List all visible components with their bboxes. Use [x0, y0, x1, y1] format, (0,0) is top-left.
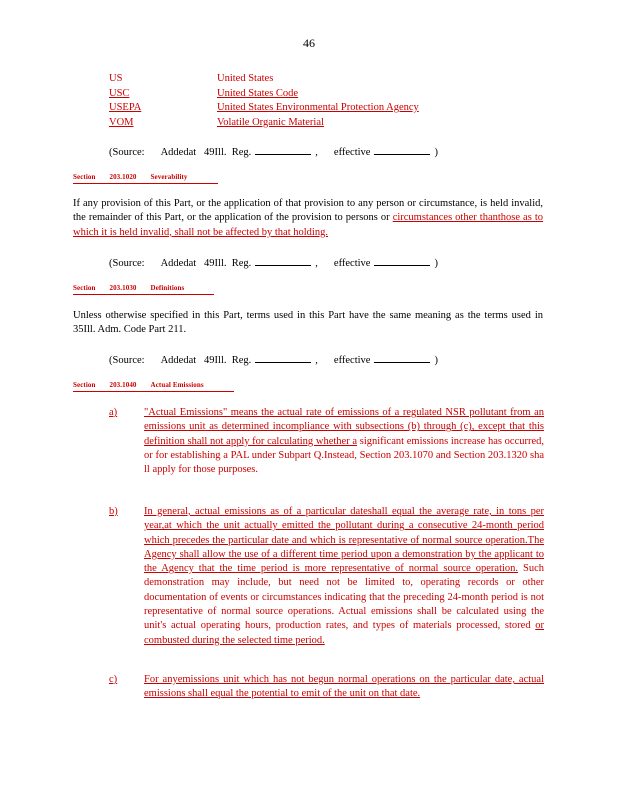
blank-line [374, 143, 430, 155]
source-note: (Source: Addedat 49Ill. Reg. , effective ) [109, 254, 438, 269]
source-note: (Source: Addedat 49Ill. Reg. , effective ) [109, 351, 438, 366]
abbreviation-definition: United States [217, 73, 274, 84]
blank-line [374, 254, 430, 266]
subsection-label: c) [109, 674, 118, 685]
abbreviation-term: USEPA [109, 102, 142, 113]
abbreviation-term: VOM [109, 116, 134, 128]
source-amended: Addedat [160, 147, 197, 158]
blank-line [374, 351, 430, 363]
abbreviation-definition: United States Code [217, 87, 299, 99]
abbreviation-row [109, 101, 419, 116]
abbreviation-row [109, 116, 419, 131]
subsection-b: b) In general, actual emissions as of a particular dateshall equal the average rate, in tons per year,at which the unit actually emitted the pollutant during a consecutive 24-month period which precedes the particular date and which is representative of normal source operation.The Agency shall allow the use of a different time period upon a demonstration by the applicant to the Agency that the time period is more representative of normal source operation. Such demonstration may include, but need not be limited to, operating records or other documentation of events or circumstances indicating that the preceding 24-month period is not representative of normal source operations. Actual emissions shall be calculated using the unit's actual operating hours, production rates, and types of materials processed, stored or combusted during the selected time period. [109, 505, 544, 648]
abbreviation-row [109, 72, 419, 87]
subsection-c: c) For anyemissions unit which has not begun normal operations on the particular date, actual emissions shall equal the potential to emit of the unit on that date. [109, 673, 544, 702]
blank-line [255, 143, 311, 155]
source-reg: Reg. [231, 147, 252, 158]
blank-line [255, 351, 311, 363]
subsection-a: a) "Actual Emissions" means the actual rate of emissions of a regulated NSR pollutant from an emissions unit as determined incompliance with subsections (b) through (c), except that this definition shall not apply for calculating whether a significant emissions increase has occurred, or for establishing a PAL under Subpart Q.Instead, Section 203.1070 and Section 203.1320 sha ll apply for those purposes. [109, 406, 544, 477]
section-heading: Section 203.1040 Actual Emissions [73, 381, 234, 392]
section-heading: Section 203.1030 Definitions [73, 284, 214, 295]
severability-paragraph: If any provision of this Part, or the application of that provision to any person or circumstance, is held invalid, the remainder of this Part, or the application of the provision to persons or circumstances other thanthose as to which it is held invalid, shall not be affected by that holding. [73, 198, 543, 238]
page-number: 46 [303, 36, 315, 50]
abbreviation-term: US [109, 73, 123, 84]
abbreviation-definition: United States Environmental Protection Agency [217, 102, 419, 113]
source-effective: effective [333, 147, 371, 158]
abbreviation-term: USC [109, 87, 130, 99]
section-heading: Section 203.1020 Severability [73, 173, 218, 184]
source-volume: 49Ill. [204, 147, 227, 158]
abbreviation-row [109, 87, 419, 102]
subsection-label: b) [109, 506, 118, 517]
source-note: (Source: Addedat 49Ill. Reg. , effective ) [109, 143, 438, 158]
source-label: (Source: [109, 147, 145, 158]
definitions-paragraph: Unless otherwise specified in this Part, terms used in this Part have the same meaning as the terms used in 35Ill. Adm. Code Part 211. [73, 310, 543, 336]
blank-line [255, 254, 311, 266]
abbreviation-definition: Volatile Organic Material [217, 116, 324, 128]
subsection-label: a) [109, 407, 118, 418]
abbreviation-table [109, 72, 419, 130]
